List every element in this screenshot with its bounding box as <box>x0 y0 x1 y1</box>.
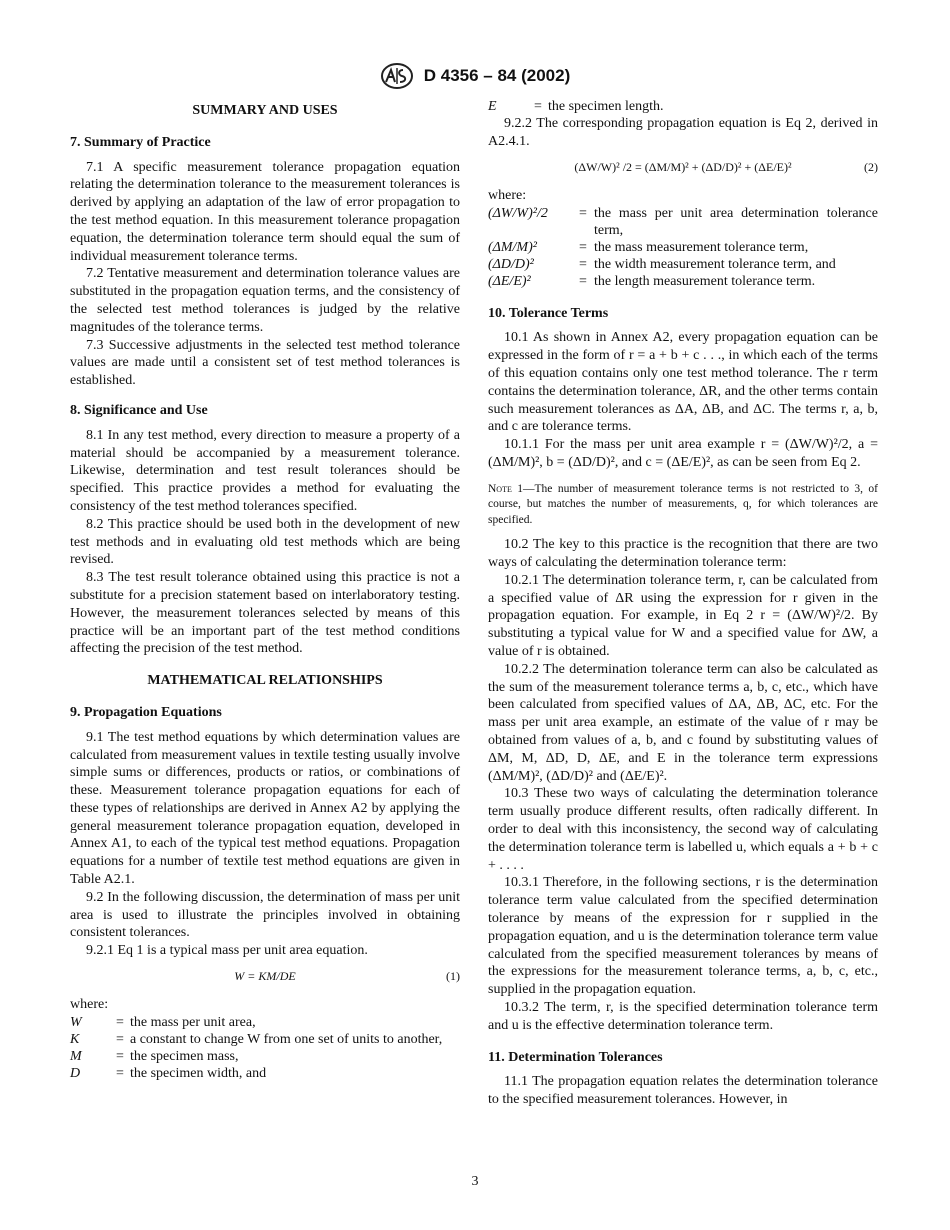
variable-definition-e <box>488 98 878 115</box>
paragraph-10-3-1: 10.3.1 Therefore, in the following sections, r is the determination tolerance term value calculated from the specified determination tolerance by means of the expression for r supplied in the propagation equation, and u is the determination tolerance term value calculated from the specified measurement tolerances by means of the expressions for the measurement tolerance terms, a, b, c, etc., supplied in the propagation equation. <box>488 875 878 998</box>
paragraph-8-2: 8.2 This practice should be used both in the development of new test methods and in evaluating old test methods which are being revised. <box>70 516 460 568</box>
variable-definitions-right <box>488 205 878 291</box>
def-text: the mass per unit area, <box>130 1014 256 1030</box>
paragraph-10-3-2: 10.3.2 The term, r, is the specified determination tolerance term and u is the effective determination tolerance term. <box>488 1000 878 1033</box>
paragraph-7-2: 7.2 Tentative measurement and determination tolerance values are substituted in the propagation equation terms, and the consistency of the selected test method tolerances is judged by the relative magnitudes of the tolerance terms. <box>70 266 460 335</box>
def-equals: = <box>116 1066 124 1082</box>
paragraph-8-3: 8.3 The test result tolerance obtained using this practice is not a substitute for a precision statement based on interlaboratory testing. However, the measurement tolerances selected by means of this practice will be an important part of the test method conditions affecting the precision of the test method. <box>70 570 460 657</box>
paragraph-10-2-2: 10.2.2 The determination tolerance term can also be calculated as the sum of the measurement tolerance terms a, b, c, etc., which have been calculated from specified values of ΔA, ΔB, ΔC, etc. For the mass per unit area example, an estimate of the value of r may be obtained from values of a, b, and c found by substituting values of ΔM, M, ΔD, D, ΔE, and E in the tolerance term expressions (ΔM/M)², (ΔD/D)² and (ΔE/E)². <box>488 661 878 784</box>
def-text: the length measurement tolerance term. <box>594 274 816 290</box>
def-text: the mass per unit area determination tolerance term, <box>594 205 878 238</box>
paragraph-10-2: 10.2 The key to this practice is the recognition that there are two ways of calculating the determination tolerance term: <box>488 537 878 571</box>
def-equals: = <box>579 205 587 221</box>
equation-2-number: (2) <box>864 159 878 174</box>
def-text: the mass measurement tolerance term, <box>594 240 809 255</box>
where-label: where: <box>70 997 109 1013</box>
def-text: the specimen mass, <box>130 1049 239 1065</box>
section-10-heading: 10. Tolerance Terms <box>488 305 609 321</box>
equation-2-expression: (ΔW/W)² /2 = (ΔM/M)² + (ΔD/D)² + (ΔE/E)² <box>574 159 792 174</box>
paragraph-10-3: 10.3 These two ways of calculating the determination tolerance term usually produce different results, often radically different. In order to deal with this inconsistency, the second way of calculating the determination tolerance term is labelled u, which equals a + b + c + . . . . <box>488 786 878 873</box>
def-text: a constant to change W from one set of units to another, <box>130 1032 443 1048</box>
page-number: 3 <box>471 1174 479 1189</box>
paragraph-8-1: 8.1 In any test method, every direction to measure a property of a material should be accompanied by a measurement tolerance. Likewise, determination and test result tolerances should be specified. This practice provides a method for evaluating the consistency of the test method tolerances specified. <box>70 427 460 514</box>
def-symbol: W <box>70 1014 82 1030</box>
def-symbol: M <box>70 1049 82 1065</box>
paragraph-10-2-1: 10.2.1 The determination tolerance term, r, can be calculated from a specified value of ΔR using the expression for r given in the propagation equation. For example, in Eq 2 r = (ΔW/W)²/2. By substituting a typical value for W and a specified value for ΔW, a value of r is obtained. <box>488 572 878 660</box>
paragraph-9-2-1: 9.2.1 Eq 1 is a typical mass per unit area equation. <box>86 943 368 959</box>
def-symbol: (ΔW/W)²/2 <box>488 205 548 221</box>
def-symbol: E <box>488 99 497 114</box>
def-equals: = <box>579 257 587 273</box>
right-column <box>488 98 878 1109</box>
section-7-heading: 7. Summary of Practice <box>70 134 211 150</box>
def-equals: = <box>579 274 587 290</box>
def-equals: = <box>116 1032 124 1048</box>
def-symbol: (ΔE/E)² <box>488 274 531 290</box>
where-label: where: <box>488 187 527 203</box>
paragraph-9-1: 9.1 The test method equations by which determination values are calculated from measurement values in textile testing usually involve simple sums or differences, products or ratios, or combinations of these. Measurement tolerance propagation equations for each of these types of relationships are derived in Annex A2 by applying the general measurement tolerance propagation equation, developed in Annex A1, to each of the typical test method equations. Propagation equations for a number of textile test method equations are given in Table A2.1. <box>70 729 460 888</box>
note-text: —The number of measurement tolerance terms is not restricted to 3, of course, but matches the number of measurements, q, for which tolerances are specified. <box>488 482 878 526</box>
def-symbol: (ΔD/D)² <box>488 257 534 273</box>
left-column <box>70 98 460 1083</box>
paragraph-11-1: 11.1 The propagation equation relates the determination tolerance to the specified measurement tolerances. However, in <box>488 1074 878 1108</box>
note-label: Note 1 <box>488 482 524 495</box>
def-text: the specimen width, and <box>130 1066 267 1082</box>
def-symbol: (ΔM/M)² <box>488 240 537 255</box>
variable-definitions-left <box>70 1014 460 1083</box>
def-symbol: K <box>70 1032 80 1048</box>
def-text: the width measurement tolerance term, and <box>594 257 836 273</box>
equation-1 <box>70 968 460 988</box>
paragraph-10-1: 10.1 As shown in Annex A2, every propagation equation can be expressed in the form of r = a + b + c . . ., in which each of the terms of this equation contains only one test method tolerance. The r term contains the determination tolerance, ΔR, and the other terms contain such measurement tolerances as ΔA, ΔB, and ΔC. The terms r, a, b, and c are tolerance terms. <box>488 330 878 435</box>
def-equals: = <box>116 1049 124 1065</box>
paragraph-9-2-2: 9.2.2 The corresponding propagation equation is Eq 2, derived in A2.4.1. <box>488 116 878 149</box>
section-8-heading: 8. Significance and Use <box>70 402 208 418</box>
section-9-heading: 9. Propagation Equations <box>70 704 222 720</box>
paragraph-10-1-1: 10.1.1 For the mass per unit area example r = (ΔW/W)²/2, a = (ΔM/M)², b = (ΔD/D)², and c = (ΔE/E)², as can be seen from Eq 2. <box>488 437 878 470</box>
equation-1-number: (1) <box>446 969 460 984</box>
def-text: the specimen length. <box>548 99 664 114</box>
note-1 <box>488 482 878 529</box>
document-designation: D 4356 – 84 (2002) <box>423 66 571 85</box>
def-equals: = <box>579 240 587 255</box>
astm-logo-icon <box>380 62 414 90</box>
summary-heading: SUMMARY AND USES <box>192 103 338 118</box>
def-symbol: D <box>70 1066 81 1082</box>
def-equals: = <box>534 99 542 114</box>
paragraph-9-2: 9.2 In the following discussion, the determination of mass per unit area is used to illustrate the principles involved in obtaining consistent tolerances. <box>70 889 460 941</box>
def-equals: = <box>116 1014 124 1030</box>
page-header <box>0 62 950 90</box>
equation-2 <box>488 159 878 179</box>
section-11-heading: 11. Determination Tolerances <box>488 1049 663 1065</box>
paragraph-7-3: 7.3 Successive adjustments in the selected test method tolerance values are made until a consistent set of test method tolerances is established. <box>70 337 460 389</box>
math-heading: MATHEMATICAL RELATIONSHIPS <box>147 673 383 689</box>
equation-1-expression: W = KM/DE <box>234 969 296 984</box>
paragraph-7-1: 7.1 A specific measurement tolerance propagation equation relating the determination tolerance to the measurement tolerances is derived by applying an adaptation of the law of error propagation to the test method equation. In this measurement tolerance propagation equation, the determination tolerance term should equal the sum of individual measurement tolerance terms. <box>70 159 460 264</box>
